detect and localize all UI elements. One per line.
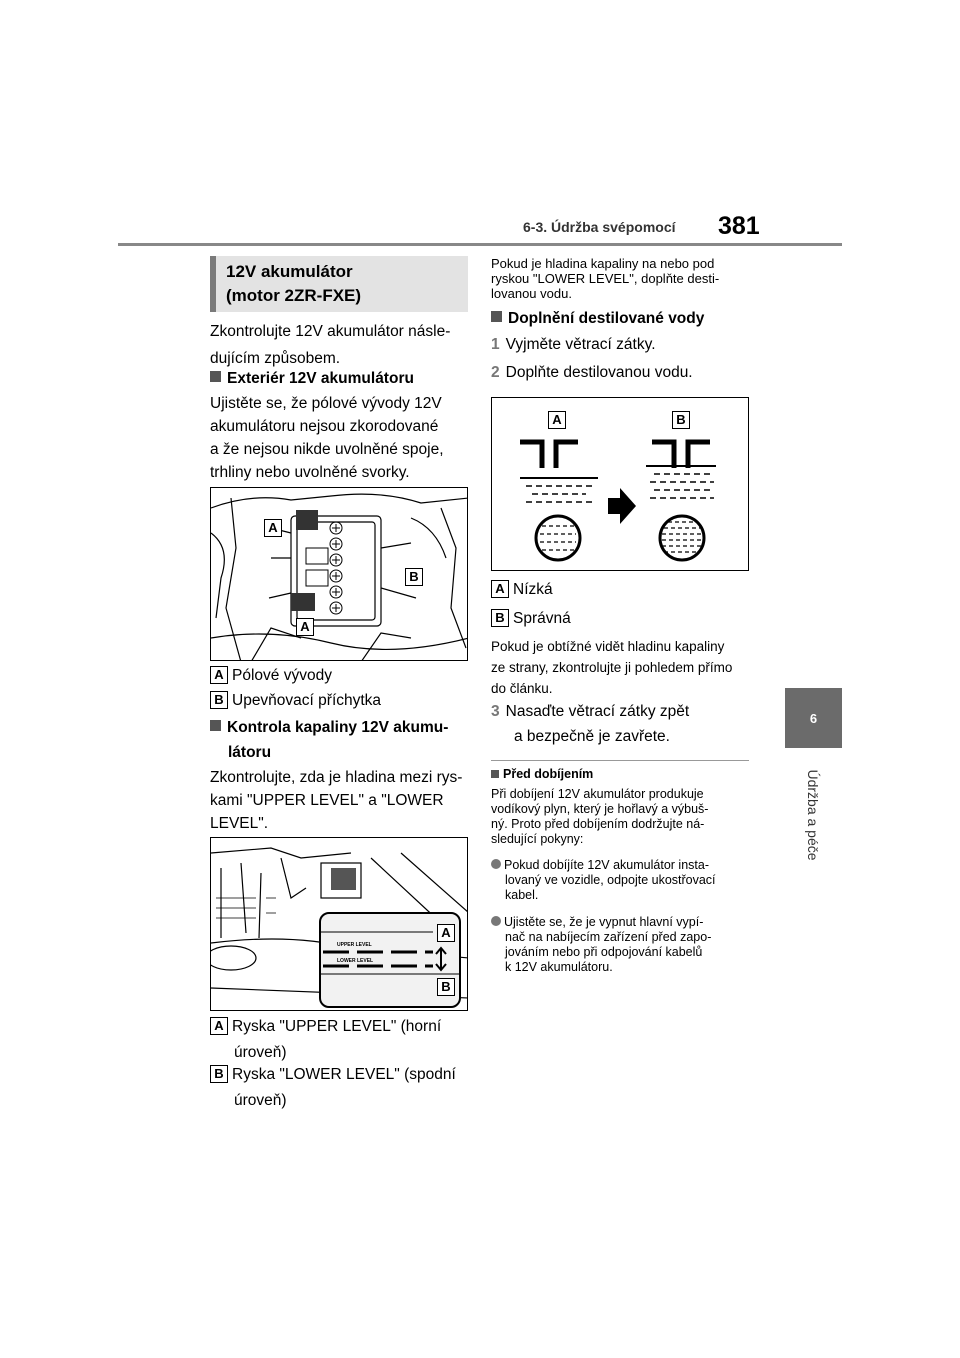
fig1-label-a-bottom: A — [296, 618, 314, 636]
legend-text: Ryska "LOWER LEVEL" (spodní — [232, 1066, 456, 1083]
bullet-line: kabel. — [505, 888, 539, 902]
note-line: Pokud je obtížné vidět hladinu kapaliny — [491, 639, 725, 654]
step-1 — [491, 333, 656, 356]
step-text: Nasaďte větrací zátky zpět — [505, 703, 690, 720]
bullet-dot-icon — [491, 916, 501, 926]
fluid-paragraph — [210, 766, 470, 835]
fluid-heading-line: Kontrola kapaliny 12V akumu- — [227, 719, 449, 736]
step-3 — [491, 700, 753, 748]
refill-heading-text: Doplnění destilované vody — [508, 310, 705, 327]
section-heading-line1: 12V akumulátor — [226, 262, 353, 281]
step-number: 2 — [491, 364, 500, 381]
legend-text: Upevňovací příchytka — [232, 692, 382, 709]
legend-key: B — [210, 1065, 228, 1083]
exterior-line: trhliny nebo uvolněné svorky. — [210, 464, 410, 481]
upper-level-mark: UPPER LEVEL — [337, 942, 372, 948]
fluid-level-figure — [210, 837, 468, 1011]
exterior-heading-text: Exteriér 12V akumulátoru — [227, 370, 414, 387]
section-heading-line2: (motor 2ZR-FXE) — [226, 286, 362, 305]
refill-intro-line: Pokud je hladina kapaliny na nebo pod — [491, 256, 715, 271]
intro-paragraph — [210, 320, 470, 370]
lower-level-mark: LOWER LEVEL — [337, 958, 374, 964]
square-bullet-icon — [210, 371, 221, 382]
fig1-legend-a — [210, 664, 332, 687]
fig1-legend-b — [210, 689, 381, 712]
section-heading — [210, 256, 468, 312]
legend-text: Správná — [513, 610, 571, 627]
charging-line: Při dobíjení 12V akumulátor produkuje — [491, 787, 704, 801]
charging-line: sledující pokyny: — [491, 832, 584, 846]
exterior-paragraph — [210, 392, 470, 484]
low-vs-correct-illustration — [492, 398, 749, 571]
fig3-label-b: B — [672, 411, 690, 429]
charging-heading-text: Před dobíjením — [503, 767, 594, 781]
intro-line: dujícím způsobem. — [210, 350, 341, 367]
fig3-label-a: A — [548, 411, 566, 429]
page-number: 381 — [718, 212, 760, 240]
fig2-label-b: B — [437, 978, 455, 996]
square-bullet-icon — [210, 720, 221, 731]
header-divider — [118, 243, 842, 246]
intro-line: Zkontrolujte 12V akumulátor násle- — [210, 323, 451, 340]
bullet-line: Ujistěte se, že je vypnut hlavní vypí- — [504, 915, 704, 929]
step-text: Doplňte destilovanou vodu. — [505, 364, 693, 381]
exterior-line: Ujistěte se, že pólové vývody 12V — [210, 395, 442, 412]
step-number: 1 — [491, 336, 500, 353]
step-number: 3 — [491, 703, 500, 720]
bullet-line: nač na nabíjecím zařízení před zapo- — [505, 930, 712, 944]
refill-intro-line: lovanou vodu. — [491, 286, 572, 301]
exterior-line: akumulátoru nejsou zkorodované — [210, 418, 439, 435]
legend-key: A — [491, 580, 509, 598]
bullet-line: k 12V akumulátoru. — [505, 960, 613, 974]
charging-heading — [491, 767, 593, 781]
fig2-legend-b — [210, 1063, 470, 1112]
legend-text: Pólové vývody — [232, 667, 332, 684]
chapter-tab[interactable] — [785, 688, 842, 748]
charging-line: ný. Proto před dobíjením dodržujte ná- — [491, 817, 705, 831]
charging-paragraph — [491, 787, 753, 847]
battery-terminals-figure — [210, 487, 468, 661]
fluid-line: kami "UPPER LEVEL" a "LOWER — [210, 792, 444, 809]
chapter-number: 6 — [809, 710, 818, 726]
visibility-note — [491, 636, 753, 699]
square-bullet-icon — [491, 770, 499, 778]
legend-text: úroveň) — [234, 1044, 287, 1061]
note-line: do článku. — [491, 681, 553, 696]
section-divider — [491, 760, 749, 761]
fluid-line: Zkontrolujte, zda je hladina mezi rys- — [210, 769, 463, 786]
refill-intro-line: ryskou "LOWER LEVEL", doplňte desti- — [491, 271, 720, 286]
fluid-comparison-figure — [491, 397, 749, 571]
fig3-legend-b — [491, 607, 571, 630]
fig2-label-a: A — [437, 924, 455, 942]
fig3-legend-a — [491, 578, 553, 601]
step-2 — [491, 361, 693, 384]
step-text: Vyjměte větrací zátky. — [505, 336, 656, 353]
refill-intro — [491, 256, 753, 301]
bullet-dot-icon — [491, 859, 501, 869]
legend-text: Nízká — [513, 581, 553, 598]
bullet-line: Pokud dobíjíte 12V akumulátor insta- — [504, 858, 709, 872]
legend-key: A — [210, 1017, 228, 1035]
charging-line: vodíkový plyn, který je hořlavý a výbuš- — [491, 802, 709, 816]
fig1-label-b: B — [405, 568, 423, 586]
legend-key: A — [210, 666, 228, 684]
step-text: a bezpečně je zavřete. — [514, 728, 670, 745]
header-section-title: 6-3. Údržba svépomocí — [523, 219, 676, 235]
fig1-label-a-top: A — [264, 519, 282, 537]
exterior-heading — [210, 368, 414, 390]
legend-text: Ryska "UPPER LEVEL" (horní — [232, 1018, 442, 1035]
fig2-legend-a — [210, 1015, 470, 1064]
square-bullet-icon — [491, 311, 502, 322]
refill-heading — [491, 308, 704, 330]
battery-engine-bay-illustration — [211, 488, 468, 661]
note-line: ze strany, zkontrolujte ji pohledem přímo — [491, 660, 733, 675]
fluid-heading — [210, 717, 470, 764]
fluid-line: LEVEL". — [210, 815, 269, 832]
bullet-item-1 — [491, 858, 753, 903]
legend-text: úroveň) — [234, 1092, 287, 1109]
fluid-heading-line: látoru — [228, 744, 272, 761]
legend-key: B — [491, 609, 509, 627]
exterior-line: a že nejsou nikde uvolněné spoje, — [210, 441, 444, 458]
bullet-line: lovaný ve vozidle, odpojte ukostřovací — [505, 873, 716, 887]
chapter-title: Údržba a péče — [805, 769, 821, 861]
legend-key: B — [210, 691, 228, 709]
bullet-item-2 — [491, 915, 753, 975]
bullet-line: jováním nebo při odpojování kabelů — [505, 945, 703, 959]
chapter-title-vertical — [770, 760, 856, 870]
